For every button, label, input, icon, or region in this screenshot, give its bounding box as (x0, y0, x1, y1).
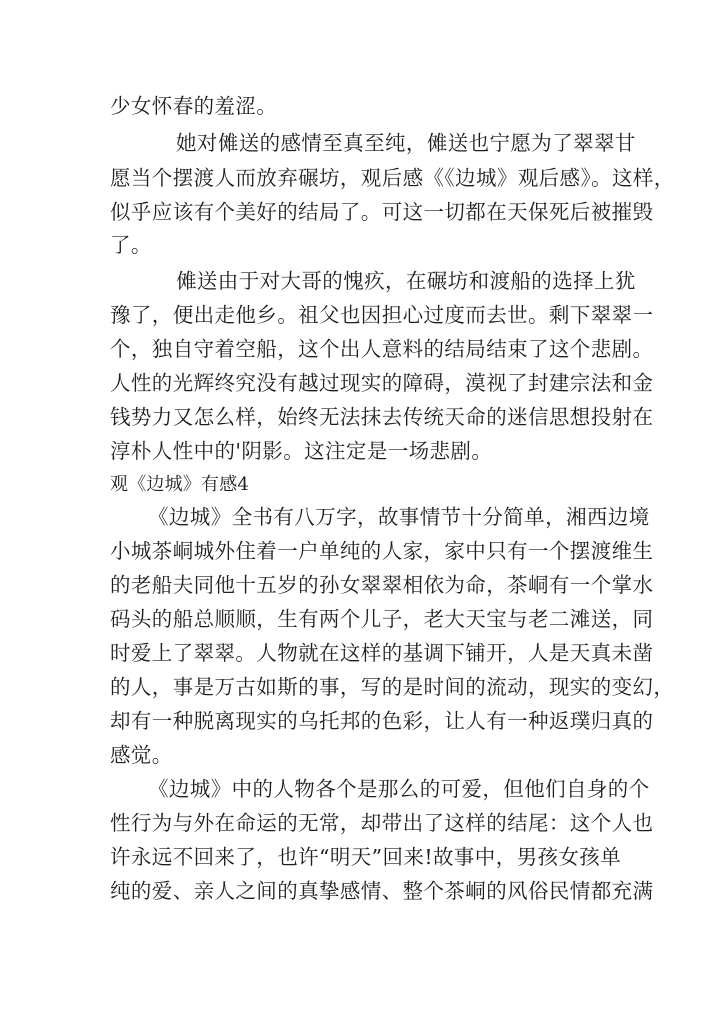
text-line: 却有一种脱离现实的乌托邦的色彩，让人有一种返璞归真的 (110, 709, 654, 733)
text-line: 感觉。 (110, 743, 173, 767)
text-line: 时爱上了翠翠。人物就在这样的基调下铺开，人是天真未凿 (110, 641, 654, 665)
text-line: 性行为与外在命运的无常，却带出了这样的结尾：这个人也 (110, 811, 654, 835)
text-line: 了。 (110, 233, 152, 257)
text-line: 个，独自守着空船，这个出人意料的结局结束了这个悲剧。 (110, 337, 654, 361)
text-line: 似乎应该有个美好的结局了。可这一切都在天保死后被摧毁 (110, 200, 654, 224)
text-line: 淳朴人性中的'阴影。这注定是一场悲剧。 (110, 439, 493, 463)
text-line: 愿当个摆渡人而放弃碾坊，观后感《《边城》观后感》。这样， (110, 166, 675, 190)
text-line: 的人，事是万古如斯的事，写的是时间的流动，现实的变幻， (110, 675, 675, 699)
paragraph-first-line: 傩送由于对大哥的愧疚，在碾坊和渡船的选择上犹 (176, 269, 636, 293)
text-line: 的老船夫同他十五岁的孙女翠翠相依为命，茶峒有一个掌水 (110, 573, 654, 597)
paragraph-first-line: 她对傩送的感情至真至纯，傩送也宁愿为了翠翠甘 (176, 131, 636, 155)
text-line: 人性的光辉终究没有越过现实的障碍，漠视了封建宗法和金 (110, 371, 654, 395)
text-line: 钱势力又怎么样，始终无法抹去传统天命的迷信思想投射在 (110, 405, 654, 429)
text-line: 豫了，便出走他乡。祖父也因担心过度而去世。剩下翠翠一 (110, 303, 654, 327)
text-line: 小城茶峒城外住着一户单纯的人家，家中只有一个摆渡维生 (110, 539, 654, 563)
section-heading: 观《边城》有感4 (110, 474, 250, 495)
text-line: 纯的爱、亲人之间的真挚感情、整个茶峒的风俗民情都充满 (110, 879, 654, 903)
text-line: 少女怀春的羞涩。 (110, 94, 278, 118)
paragraph-first-line: 《边城》中的人物各个是那么的可爱，但他们自身的个 (148, 777, 650, 801)
text-line: 码头的船总顺顺，生有两个儿子，老大天宝与老二滩送，同 (110, 607, 654, 631)
text-line: 许永远不回来了，也许“明天”回来!故事中，男孩女孩单 (110, 845, 622, 869)
paragraph-first-line: 《边城》全书有八万字，故事情节十分简单，湘西边境 (148, 505, 650, 529)
